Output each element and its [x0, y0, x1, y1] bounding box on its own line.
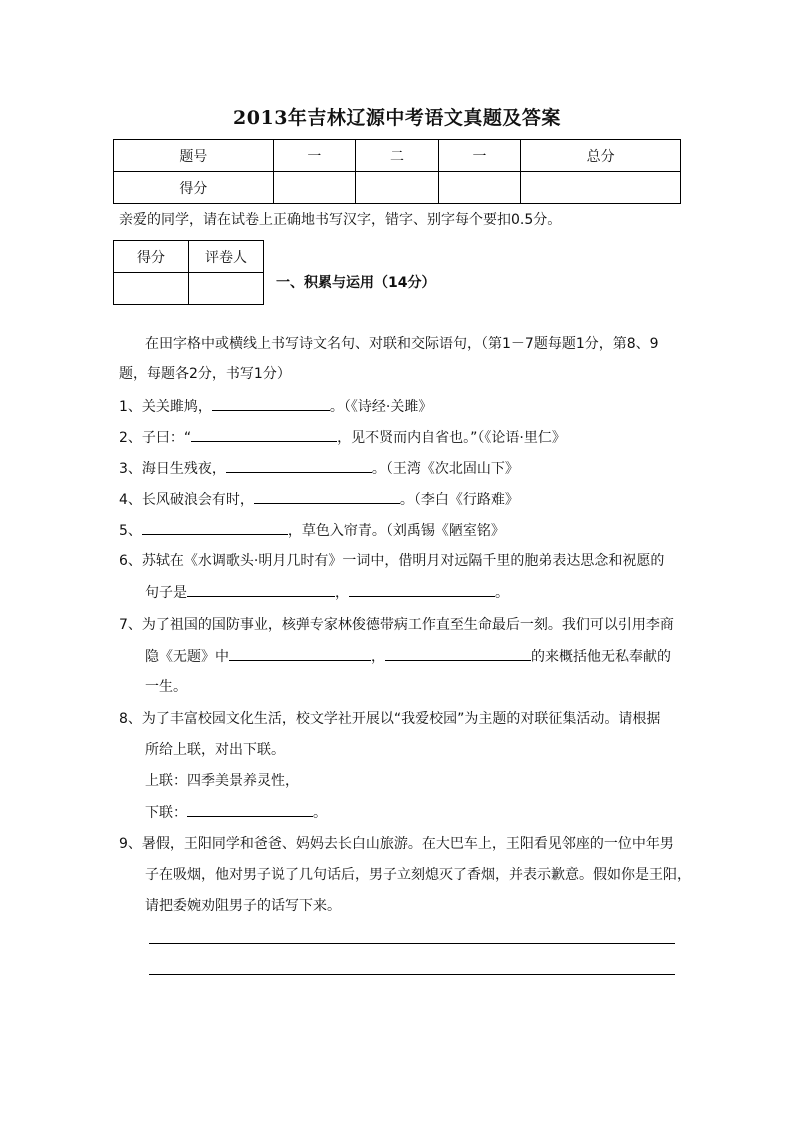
- table-header-cell: 一: [438, 140, 521, 172]
- page-title: 2013年吉林辽源中考语文真题及答案: [233, 107, 561, 129]
- table-row: [114, 172, 681, 204]
- answer-blank[interactable]: [349, 582, 495, 597]
- answer-blank[interactable]: [191, 427, 337, 442]
- intro-text: 亲爱的同学，请在试卷上正确地书写汉字，错字、别字每个要扣0.5分。: [119, 212, 562, 228]
- score-cell[interactable]: [521, 172, 681, 204]
- answer-blank[interactable]: [187, 582, 335, 597]
- question-4: 4、长风破浪会有时， 。（李白《行路难》: [119, 489, 519, 510]
- score-table: [113, 139, 681, 204]
- score-cell[interactable]: [114, 273, 189, 305]
- score-cell[interactable]: [356, 172, 439, 204]
- answer-blank[interactable]: [385, 646, 531, 661]
- answer-blank[interactable]: [142, 520, 288, 535]
- lower-couplet-line: 下联： 。: [145, 802, 327, 823]
- question-9-line3: 请把委婉劝阻男子的话写下来。: [145, 898, 341, 914]
- question-1: 1、关关雎鸠， 。（《诗经·关雎》: [119, 396, 432, 417]
- answer-blank[interactable]: [254, 489, 400, 504]
- question-7: 7、为了祖国的国防事业，核弹专家林俊德带病工作直至生命最后一刻。我们可以引用李商: [119, 617, 674, 633]
- table-header-cell: 一: [273, 140, 356, 172]
- table-header-cell: 总分: [521, 140, 681, 172]
- table-header-cell: 得分: [114, 241, 189, 273]
- section-title: 一、积累与运用（14分）: [276, 275, 436, 291]
- answer-line[interactable]: [149, 943, 675, 944]
- question-2: 2、子曰：“ ，见不贤而内自省也。”（《论语·里仁》: [119, 427, 566, 448]
- table-header-cell: 评卷人: [189, 241, 264, 273]
- answer-blank[interactable]: [187, 802, 313, 817]
- answer-blank[interactable]: [229, 646, 371, 661]
- question-5: 5、 ，草色入帘青。（刘禹锡《陋室铭》: [119, 520, 505, 541]
- table-row: [114, 273, 264, 305]
- table-row: [114, 140, 681, 172]
- table-header-cell: 题号: [114, 140, 274, 172]
- grader-cell[interactable]: [189, 273, 264, 305]
- table-row-label: 得分: [114, 172, 274, 204]
- instruction-line: 在田字格中或横线上书写诗文名句、对联和交际语句，（第1－7题每题1分，第8、9: [145, 336, 659, 352]
- table-row: [114, 241, 264, 273]
- question-9: 9、暑假，王阳同学和爸爸、妈妈去长白山旅游。在大巴车上，王阳看见邻座的一位中年男: [119, 836, 674, 852]
- score-cell[interactable]: [438, 172, 521, 204]
- upper-couplet: 上联：四季美景养灵性，: [145, 773, 299, 789]
- question-6: 6、苏轼在《水调歌头·明月几时有》一词中，借明月对远隔千里的胞弟表达思念和祝愿的: [119, 553, 665, 569]
- question-6-answer-line: 句子是 ， 。: [145, 582, 509, 603]
- question-7-line3: 一生。: [145, 679, 187, 695]
- answer-line[interactable]: [149, 974, 675, 975]
- score-cell[interactable]: [273, 172, 356, 204]
- question-3: 3、海日生残夜， 。（王湾《次北固山下》: [119, 458, 519, 479]
- question-7-answer-line: 隐《无题》中 ， 的来概括他无私奉献的: [145, 646, 671, 667]
- table-header-cell: 二: [356, 140, 439, 172]
- answer-blank[interactable]: [212, 396, 330, 411]
- grader-table: [113, 240, 264, 305]
- question-8: 8、为了丰富校园文化生活，校文学社开展以“我爱校园”为主题的对联征集活动。请根据: [119, 711, 661, 727]
- question-9-line2: 子在吸烟，他对男子说了几句话后，男子立刻熄灭了香烟，并表示歉意。假如你是王阳，: [145, 867, 691, 883]
- answer-blank[interactable]: [226, 458, 372, 473]
- question-8-line2: 所给上联，对出下联。: [145, 742, 285, 758]
- instruction-line: 题，每题各2分，书写1分）: [119, 366, 291, 382]
